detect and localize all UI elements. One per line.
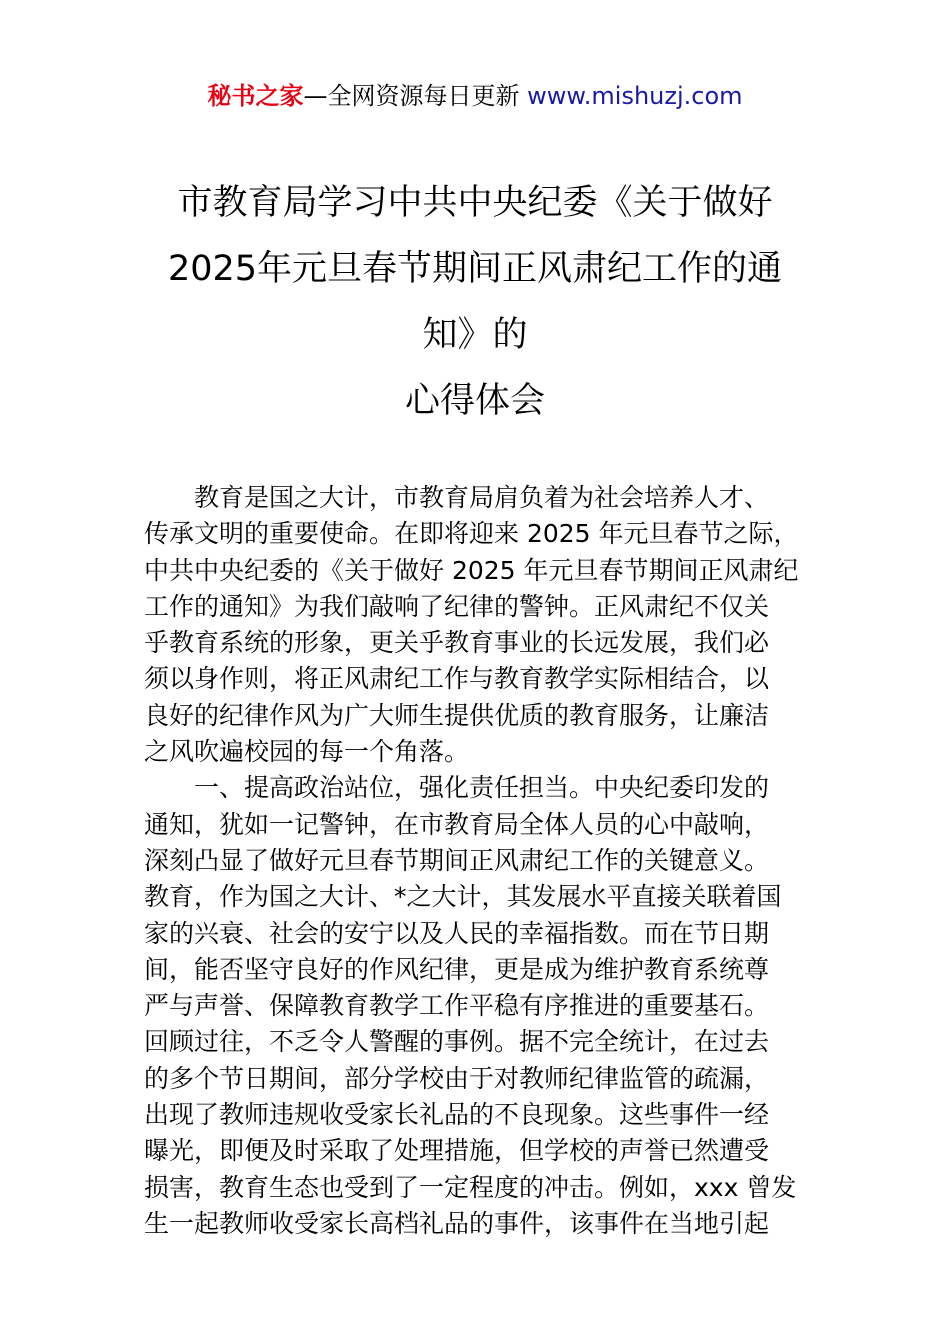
paragraph-line: 教育，作为国之大计、*之大计，其发展水平直接关联着国 [144, 882, 782, 912]
site-brand: 秘书之家 [207, 82, 304, 110]
paragraph-line: 传承文明的重要使命。在即将迎来 2025 年元旦春节之际， [144, 519, 799, 549]
site-tagline: —全网资源每日更新 [303, 82, 520, 110]
paragraph-line: 家的兴衰、社会的安宁以及人民的幸福指数。而在节日期 [144, 918, 770, 948]
title-line: 2025年元旦春节期间正风肃纪工作的通 [167, 249, 783, 289]
paragraph-line: 须以身作则，将正风肃纪工作与教育教学实际相结合，以 [144, 664, 770, 694]
paragraph-line: 曝光，即便及时采取了处理措施，但学校的声誉已然遭受 [144, 1136, 770, 1166]
paragraph-line: 良好的纪律作风为广大师生提供优质的教育服务，让廉洁 [144, 700, 770, 730]
paragraph-line: 乎教育系统的形象，更关乎教育事业的长远发展，我们必 [144, 628, 770, 658]
paragraph-line: 深刻凸显了做好元旦春节期间正风肃纪工作的关键意义。 [144, 845, 770, 875]
paragraph-line: 的多个节日期间，部分学校由于对教师纪律监管的疏漏， [144, 1063, 770, 1093]
paragraph-line: 间，能否坚守良好的作风纪律，更是成为维护教育系统尊 [144, 954, 770, 984]
title-line: 知》的 [422, 315, 528, 355]
paragraph-line: 之风吹遍校园的每一个角落。 [144, 737, 470, 767]
title-line: 市教育局学习中共中央纪委《关于做好 [177, 183, 773, 223]
document-title [140, 170, 810, 434]
paragraph-line: 回顾过往，不乏令人警醒的事例。据不完全统计，在过去 [144, 1027, 770, 1057]
paragraph-line: 出现了教师违规收受家长礼品的不良现象。这些事件一经 [144, 1100, 770, 1130]
paragraph-line: 工作的通知》为我们敲响了纪律的警钟。正风肃纪不仅关 [144, 591, 770, 621]
site-header [0, 80, 950, 112]
paragraph-line: 损害，教育生态也受到了一定程度的冲击。例如，xxx 曾发 [144, 1172, 797, 1202]
paragraph-line: 严与声誉、保障教育教学工作平稳有序推进的重要基石。 [144, 991, 770, 1021]
paragraph-line: 中共中央纪委的《关于做好 2025 年元旦春节期间正风肃纪 [144, 555, 799, 585]
site-url-link[interactable]: www.mishuzj.com [527, 82, 743, 110]
title-line: 心得体会 [404, 381, 545, 421]
document-body [144, 480, 808, 1242]
paragraph-line: 通知，犹如一记警钟，在市教育局全体人员的心中敲响， [144, 809, 770, 839]
paragraph-line: 教育是国之大计，市教育局肩负着为社会培养人才、 [194, 483, 770, 512]
paragraph-line: 生一起教师收受家长高档礼品的事件，该事件在当地引起 [144, 1208, 770, 1238]
paragraph-line: 一、提高政治站位，强化责任担当。中央纪委印发的 [194, 773, 770, 803]
